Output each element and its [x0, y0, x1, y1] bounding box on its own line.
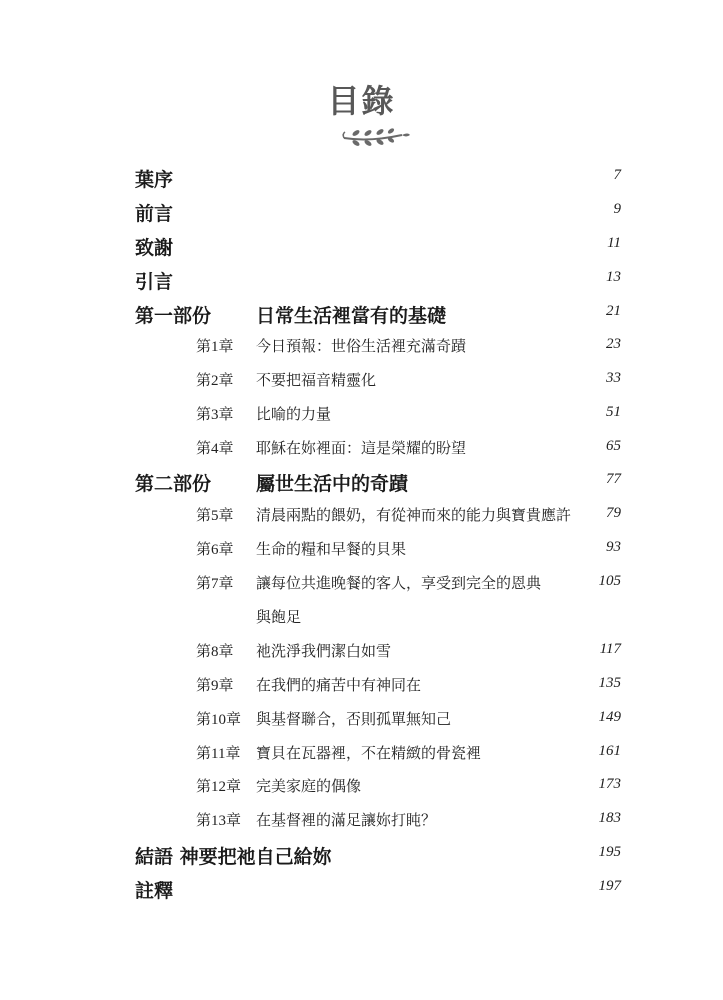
- chapter-title: 生命的糧和早餐的貝果: [256, 540, 407, 558]
- toc-entry-chapter-9[interactable]: [0, 671, 723, 701]
- part-title: 屬世生活中的奇蹟: [256, 473, 409, 495]
- chapter-number: 第5章: [196, 508, 234, 524]
- toc-entry-part-2[interactable]: [0, 467, 723, 497]
- page-number: 51: [606, 404, 621, 420]
- toc-entry-chapter-13[interactable]: [0, 806, 723, 836]
- chapter-title: 讓每位共進晚餐的客人，享受到完全的恩典: [256, 574, 542, 592]
- page-number: 161: [598, 743, 621, 759]
- toc-title: 目錄: [327, 82, 396, 120]
- page-number: 9: [613, 201, 621, 217]
- page-number: 117: [599, 641, 621, 657]
- page-number: 23: [606, 336, 621, 352]
- toc-entry-chapter-1[interactable]: [0, 332, 723, 362]
- chapter-title: 與基督聯合，否則孤單無知己: [256, 710, 452, 728]
- toc-entry-chapter-7-continued: [0, 603, 723, 633]
- chapter-number: 第8章: [196, 644, 234, 660]
- entry-label: 註釋: [135, 880, 174, 902]
- entry-label: 葉序: [135, 169, 174, 191]
- page-number: 173: [598, 776, 621, 792]
- chapter-title: 不要把福音精靈化: [256, 371, 377, 389]
- chapter-number: 第9章: [196, 678, 234, 694]
- toc-entry-chapter-8[interactable]: [0, 637, 723, 667]
- page-number: 149: [598, 709, 621, 725]
- chapter-number: 第3章: [196, 407, 234, 423]
- part-label: 第一部份: [135, 305, 212, 327]
- part-label: 第二部份: [135, 473, 212, 495]
- toc-entry-epilogue[interactable]: [0, 840, 723, 870]
- page-number: 197: [598, 878, 621, 894]
- page-number: 183: [598, 810, 621, 826]
- toc-entry-chapter-7[interactable]: [0, 569, 723, 599]
- chapter-number: 第1章: [196, 339, 234, 355]
- toc-entry-chapter-11[interactable]: [0, 739, 723, 769]
- toc-entry-introduction[interactable]: [0, 265, 723, 295]
- chapter-number: 第6章: [196, 542, 234, 558]
- chapter-title: 耶穌在妳裡面：這是榮耀的盼望: [256, 439, 467, 457]
- page-number: 93: [606, 539, 621, 555]
- toc-entry-chapter-3[interactable]: [0, 400, 723, 430]
- page-number: 195: [598, 844, 621, 860]
- chapter-title: 完美家庭的偶像: [256, 777, 362, 795]
- chapter-number: 第11章: [196, 746, 241, 762]
- toc-entry-acknowledgements[interactable]: [0, 231, 723, 261]
- chapter-number: 第4章: [196, 441, 234, 457]
- page-number: 105: [598, 573, 621, 589]
- toc-entry-chapter-4[interactable]: [0, 434, 723, 464]
- page-number: 135: [598, 675, 621, 691]
- toc-entry-chapter-10[interactable]: [0, 705, 723, 735]
- page-number: 77: [606, 471, 621, 487]
- toc-entry-notes[interactable]: [0, 874, 723, 904]
- page-number: 79: [606, 505, 621, 521]
- page-number: 11: [607, 235, 621, 251]
- toc-entry-chapter-5[interactable]: [0, 501, 723, 531]
- chapter-title: 清晨兩點的餵奶，有從神而來的能力與寶貴應許: [256, 506, 572, 524]
- page-number: 13: [606, 269, 621, 285]
- laurel-ornament-icon: [340, 124, 412, 148]
- page-number: 65: [606, 438, 621, 454]
- chapter-title: 比喻的力量: [256, 405, 332, 423]
- chapter-title: 在基督裡的滿足讓妳打盹？: [256, 811, 437, 829]
- chapter-title: 祂洗淨我們潔白如雪: [256, 642, 392, 660]
- entry-label: 致謝: [135, 237, 174, 259]
- part-title: 日常生活裡當有的基礎: [256, 305, 447, 327]
- chapter-number: 第2章: [196, 373, 234, 389]
- entry-label: 引言: [135, 271, 174, 293]
- chapter-number: 第10章: [196, 712, 242, 728]
- toc-entry-foreword[interactable]: [0, 163, 723, 193]
- toc-entry-chapter-2[interactable]: [0, 366, 723, 396]
- chapter-number: 第13章: [196, 813, 242, 829]
- entry-label: 結語 神要把祂自己給妳: [135, 846, 332, 868]
- toc-entry-part-1[interactable]: [0, 299, 723, 329]
- chapter-title-continued: 與飽足: [256, 608, 302, 626]
- chapter-title: 在我們的痛苦中有神同在: [256, 676, 422, 694]
- page-number: 7: [613, 167, 621, 183]
- chapter-number: 第7章: [196, 576, 234, 592]
- toc-entry-preface[interactable]: [0, 197, 723, 227]
- page-number: 33: [606, 370, 621, 386]
- chapter-title: 今日預報：世俗生活裡充滿奇蹟: [256, 337, 467, 355]
- toc-entry-chapter-6[interactable]: [0, 535, 723, 565]
- chapter-title: 寶貝在瓦器裡，不在精緻的骨瓷裡: [256, 744, 482, 762]
- chapter-number: 第12章: [196, 779, 242, 795]
- entry-label: 前言: [135, 203, 174, 225]
- page-number: 21: [606, 303, 621, 319]
- toc-entry-chapter-12[interactable]: [0, 772, 723, 802]
